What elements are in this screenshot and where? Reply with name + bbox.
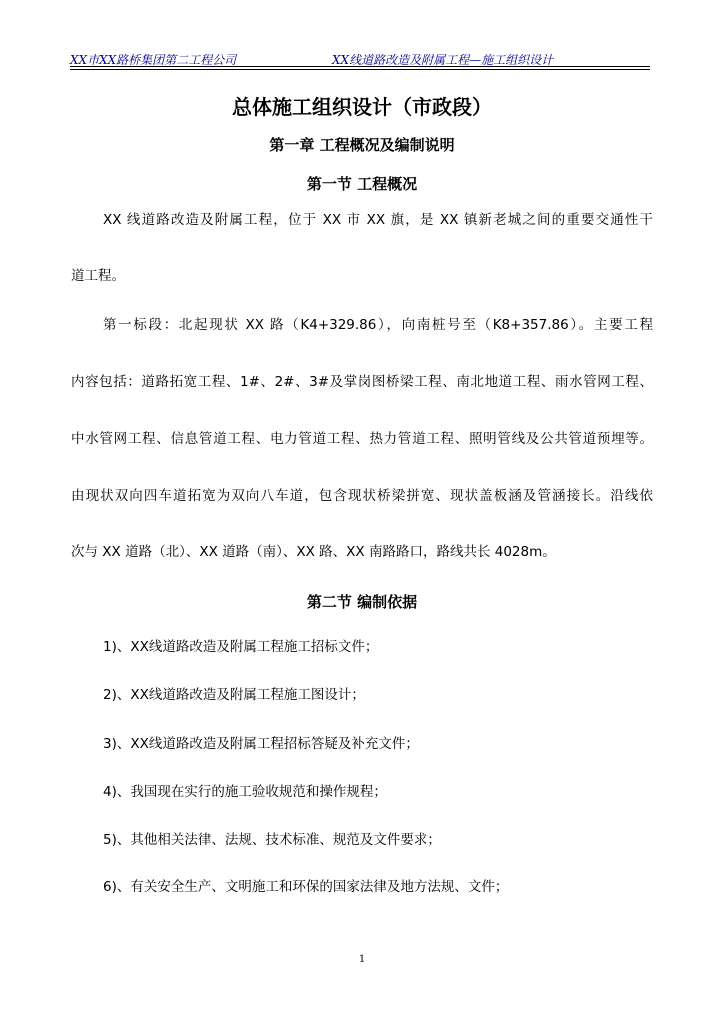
page-number: 1 xyxy=(358,954,366,965)
list-item: 4)、我国现在实行的施工验收规范和操作规程； xyxy=(103,784,387,800)
header-company: XX市XX路桥集团第二工程公司 xyxy=(70,53,237,67)
paragraph-line: 中水管网工程、信息管道工程、电力管道工程、热力管道工程、照明管线及公共管道预埋等。 xyxy=(71,431,653,447)
section-heading-overview: 第一节 工程概况 xyxy=(306,175,418,193)
header-project: XX线道路改造及附属工程—施工组织设计 xyxy=(332,53,554,67)
paragraph-line: 内容包括：道路拓宽工程、1#、2#、3#及掌岗图桥梁工程、南北地道工程、雨水管网工程、 xyxy=(71,374,653,390)
list-item: 2)、XX线道路改造及附属工程施工图设计； xyxy=(103,687,365,703)
paragraph-line: 道工程。 xyxy=(71,268,125,284)
paragraph-line: 由现状双向四车道拓宽为双向八车道，包含现状桥梁拼宽、现状盖板涵及管涵接长。沿线依 xyxy=(71,488,653,504)
header-rule-thin xyxy=(70,69,650,70)
list-item: 1)、XX线道路改造及附属工程施工招标文件； xyxy=(103,639,379,655)
paragraph-line: XX 线道路改造及附属工程，位于 XX 市 XX 旗，是 XX 镇新老城之间的重要交通性干 xyxy=(103,212,653,228)
list-item: 6)、有关安全生产、文明施工和环保的国家法律及地方法规、文件； xyxy=(103,879,509,895)
chapter-heading: 第一章 工程概况及编制说明 xyxy=(269,136,455,154)
paragraph-line: 次与 XX 道路（北）、XX 道路（南）、XX 路、XX 南路路口，路线共长 4028m。 xyxy=(71,544,556,560)
header-rule-thick xyxy=(70,66,650,67)
list-item: 5)、其他相关法律、法规、技术标准、规范及文件要求； xyxy=(103,832,441,848)
list-item: 3)、XX线道路改造及附属工程招标答疑及补充文件； xyxy=(103,736,419,752)
document-title: 总体施工组织设计（市政段） xyxy=(232,95,492,119)
paragraph-line: 第一标段：北起现状 XX 路（K4+329.86），向南桩号至（K8+357.86）。主要工程 xyxy=(103,317,653,333)
page-header xyxy=(70,51,650,67)
section-heading-basis: 第二节 编制依据 xyxy=(306,593,418,611)
